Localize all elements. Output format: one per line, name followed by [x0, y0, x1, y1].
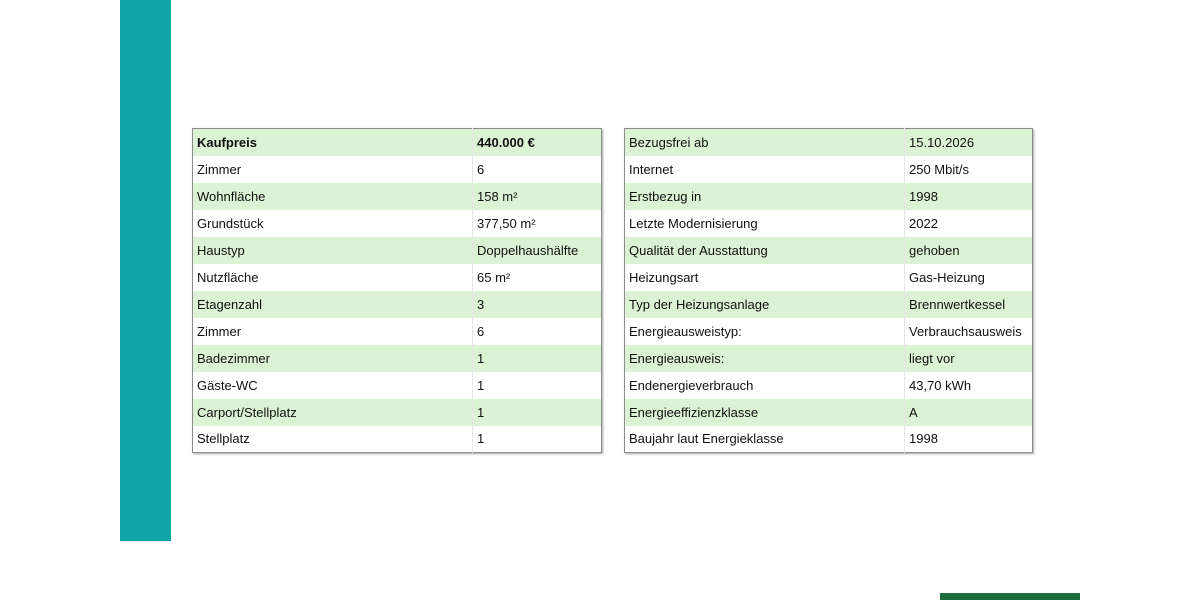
row-label: Erstbezug in — [625, 183, 905, 210]
row-label: Energieeffizienzklasse — [625, 399, 905, 426]
table-row — [193, 399, 602, 426]
row-value: Brennwertkessel — [905, 291, 1033, 318]
table-row — [193, 291, 602, 318]
table-row — [625, 426, 1033, 453]
row-label: Energieausweistyp: — [625, 318, 905, 345]
table-row — [193, 372, 602, 399]
energy-details-table — [624, 128, 1033, 453]
table-row — [193, 156, 602, 183]
table-row — [625, 372, 1033, 399]
row-value: 1998 — [905, 426, 1033, 453]
table-row — [625, 264, 1033, 291]
row-label: Grundstück — [193, 210, 473, 237]
row-value: 377,50 m² — [473, 210, 602, 237]
row-label: Kaufpreis — [193, 129, 473, 156]
table-row — [625, 345, 1033, 372]
row-label: Nutzfläche — [193, 264, 473, 291]
row-value: 6 — [473, 318, 602, 345]
table-row — [193, 426, 602, 453]
row-value: 1998 — [905, 183, 1033, 210]
row-label: Energieausweis: — [625, 345, 905, 372]
row-value: gehoben — [905, 237, 1033, 264]
table-row — [625, 210, 1033, 237]
row-label: Letzte Modernisierung — [625, 210, 905, 237]
row-label: Badezimmer — [193, 345, 473, 372]
row-value: Gas-Heizung — [905, 264, 1033, 291]
row-label: Baujahr laut Energieklasse — [625, 426, 905, 453]
row-value: 1 — [473, 345, 602, 372]
row-value: 1 — [473, 372, 602, 399]
row-value: Verbrauchsausweis — [905, 318, 1033, 345]
row-label: Stellplatz — [193, 426, 473, 453]
row-label: Zimmer — [193, 156, 473, 183]
row-value: 65 m² — [473, 264, 602, 291]
table-row — [625, 318, 1033, 345]
table-row — [193, 210, 602, 237]
row-value: 6 — [473, 156, 602, 183]
table-row — [193, 318, 602, 345]
row-value: 43,70 kWh — [905, 372, 1033, 399]
row-value: 1 — [473, 426, 602, 453]
row-value: 2022 — [905, 210, 1033, 237]
table-row — [193, 129, 602, 156]
row-label: Etagenzahl — [193, 291, 473, 318]
accent-sidebar-bar — [120, 0, 171, 541]
table-row — [625, 399, 1033, 426]
row-label: Gäste-WC — [193, 372, 473, 399]
row-label: Heizungsart — [625, 264, 905, 291]
row-label: Carport/Stellplatz — [193, 399, 473, 426]
row-label: Wohnfläche — [193, 183, 473, 210]
row-label: Endenergieverbrauch — [625, 372, 905, 399]
row-value: A — [905, 399, 1033, 426]
table-row — [625, 291, 1033, 318]
table-row — [625, 237, 1033, 264]
row-label: Haustyp — [193, 237, 473, 264]
table-row — [625, 183, 1033, 210]
row-value: 15.10.2026 — [905, 129, 1033, 156]
table-row — [193, 237, 602, 264]
row-label: Qualität der Ausstattung — [625, 237, 905, 264]
row-label: Bezugsfrei ab — [625, 129, 905, 156]
row-value: 440.000 € — [473, 129, 602, 156]
row-label: Typ der Heizungsanlage — [625, 291, 905, 318]
row-value: 158 m² — [473, 183, 602, 210]
table-row — [193, 264, 602, 291]
row-label: Internet — [625, 156, 905, 183]
row-label: Zimmer — [193, 318, 473, 345]
row-value: 3 — [473, 291, 602, 318]
table-row — [193, 345, 602, 372]
property-details-table — [192, 128, 602, 453]
footer-accent-bar — [940, 593, 1080, 600]
table-row — [193, 183, 602, 210]
row-value: 1 — [473, 399, 602, 426]
table-row — [625, 129, 1033, 156]
table-row — [625, 156, 1033, 183]
row-value: liegt vor — [905, 345, 1033, 372]
row-value: Doppelhaushälfte — [473, 237, 602, 264]
row-value: 250 Mbit/s — [905, 156, 1033, 183]
